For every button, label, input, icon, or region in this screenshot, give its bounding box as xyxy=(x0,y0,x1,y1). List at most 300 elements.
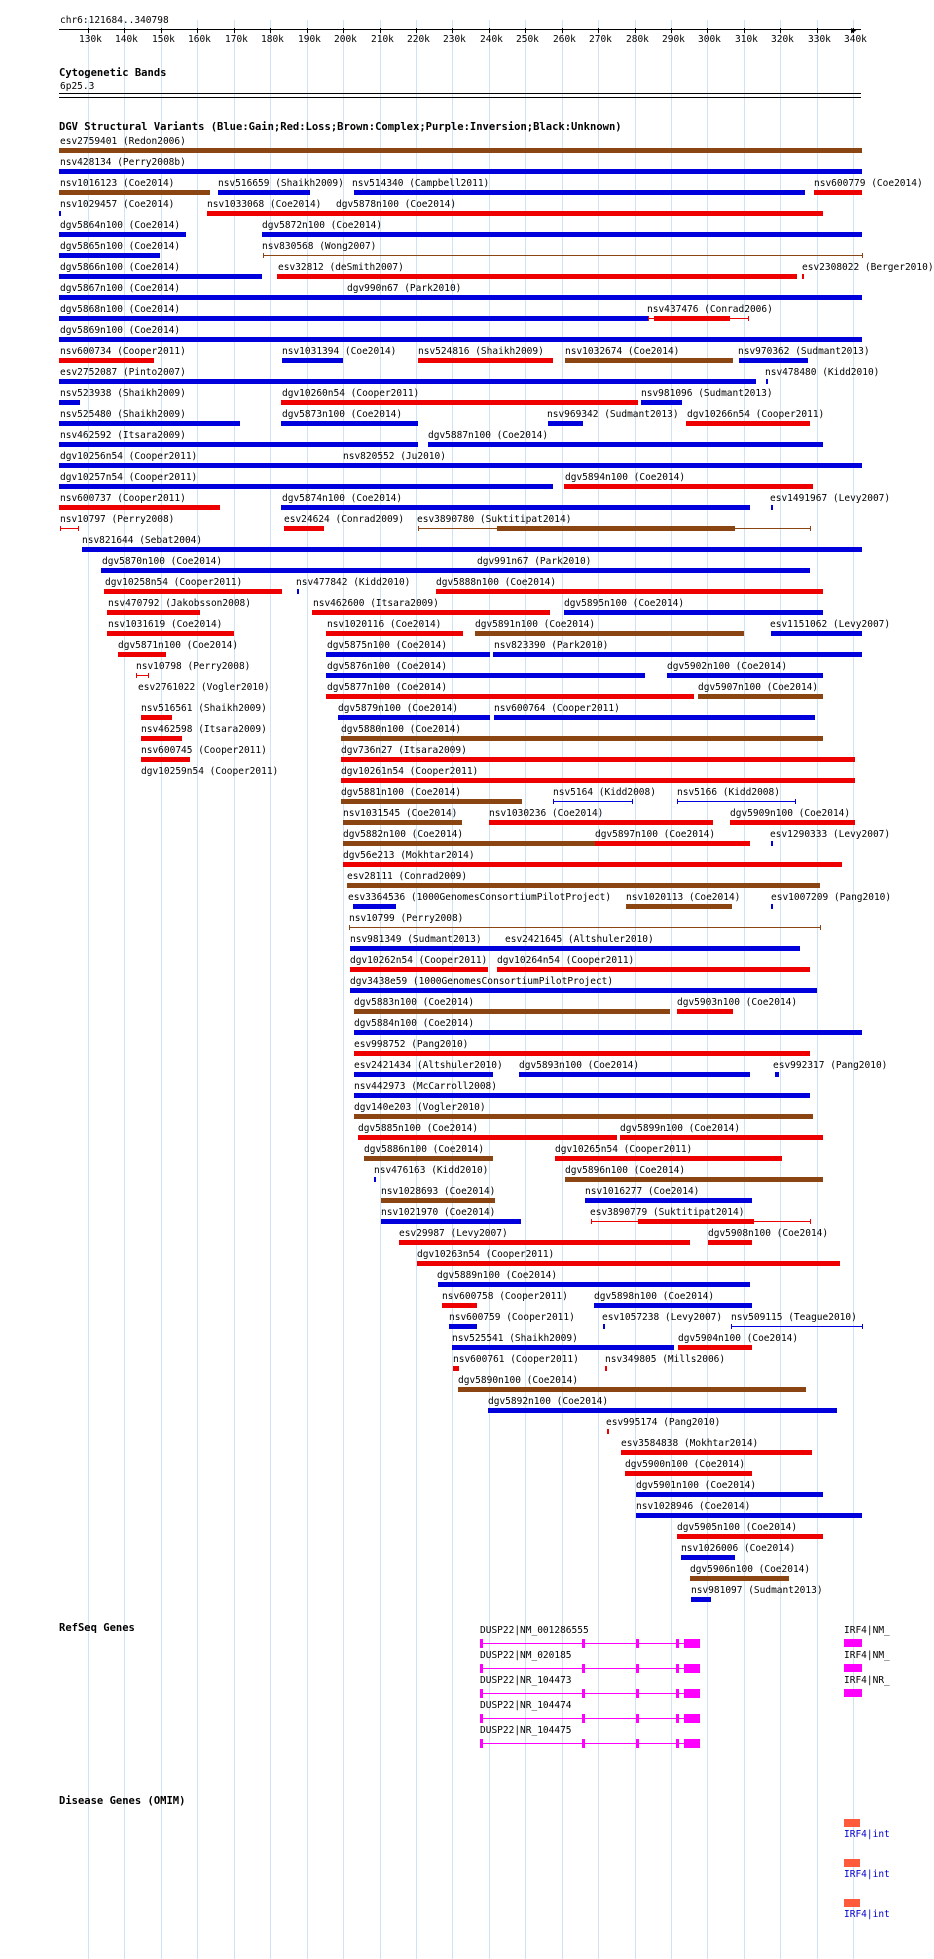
dgv-variant-label[interactable]: nsv823390 (Park2010) xyxy=(494,640,609,651)
dgv-variant-label[interactable]: dgv5895n100 (Coe2014) xyxy=(564,598,685,609)
dgv-variant-label[interactable]: dgv5901n100 (Coe2014) xyxy=(636,1480,757,1491)
ruler-tick xyxy=(88,28,89,33)
ruler-tick xyxy=(234,28,235,33)
dgv-variant-label[interactable]: dgv990n67 (Park2010) xyxy=(347,283,462,294)
dgv-variant-label[interactable]: nsv981096 (Sudmant2013) xyxy=(641,388,773,399)
dgv-variant-label[interactable]: nsv600759 (Cooper2011) xyxy=(449,1312,575,1323)
dgv-variant-span-line xyxy=(553,801,632,802)
dgv-variant-label[interactable]: esv3584838 (Mokhtar2014) xyxy=(621,1438,759,1449)
dgv-variant-bar xyxy=(336,211,823,216)
dgv-variant-label[interactable]: dgv5866n100 (Coe2014) xyxy=(60,262,181,273)
dgv-variant-label[interactable]: dgv10266n54 (Cooper2011) xyxy=(687,409,825,420)
dgv-variant-bar xyxy=(708,1240,752,1245)
dgv-variant-bar xyxy=(284,526,324,531)
gene-intron-line xyxy=(480,1643,698,1644)
dgv-variant-label[interactable]: esv1007209 (Pang2010) xyxy=(771,892,892,903)
dgv-variant-bar xyxy=(771,841,773,846)
dgv-variant-span-line xyxy=(349,927,820,928)
dgv-variant-label[interactable]: dgv5891n100 (Coe2014) xyxy=(475,619,596,630)
dgv-variant-label[interactable]: esv2759401 (Redon2006) xyxy=(60,136,186,147)
dgv-variant-label[interactable]: dgv10265n54 (Cooper2011) xyxy=(555,1144,693,1155)
gene-exon xyxy=(480,1714,483,1723)
dgv-variant-label[interactable]: nsv600758 (Cooper2011) xyxy=(442,1291,568,1302)
ruler-tick xyxy=(635,28,636,33)
dgv-variant-label[interactable]: nsv1028946 (Coe2014) xyxy=(636,1501,751,1512)
dgv-variant-bar xyxy=(59,442,418,447)
dgv-variant-span-end xyxy=(795,799,796,804)
dgv-variant-bar xyxy=(626,904,732,909)
dgv-variant-label[interactable]: nsv5164 (Kidd2008) xyxy=(553,787,656,798)
dgv-variant-label[interactable]: dgv5871n100 (Coe2014) xyxy=(118,640,239,651)
dgv-variant-bar xyxy=(354,190,805,195)
dgv-variant-label[interactable]: esv2752087 (Pinto2007) xyxy=(60,367,186,378)
dgv-variant-bar xyxy=(489,820,713,825)
dgv-variant-bar xyxy=(341,799,522,804)
dgv-variant-label[interactable]: nsv1016123 (Coe2014) xyxy=(60,178,175,189)
omim-gene-link[interactable]: IRF4|int xyxy=(844,1909,890,1920)
dgv-variant-bar xyxy=(354,1114,813,1119)
refseq-gene-label[interactable]: DUSP22|NM_001286555 xyxy=(480,1625,589,1636)
dgv-variant-label[interactable]: dgv5876n100 (Coe2014) xyxy=(327,661,448,672)
dgv-variant-bar xyxy=(59,274,262,279)
cytoband-line-top xyxy=(59,93,861,94)
dgv-variant-label[interactable]: dgv10264n54 (Cooper2011) xyxy=(497,955,635,966)
dgv-variant-bar xyxy=(59,358,154,363)
dgv-variant-bar xyxy=(548,421,583,426)
refseq-gene-label[interactable]: DUSP22|NR_104475 xyxy=(480,1725,572,1736)
dgv-variant-label[interactable]: dgv5898n100 (Coe2014) xyxy=(594,1291,715,1302)
dgv-variant-bar xyxy=(802,274,804,279)
dgv-variant-label[interactable]: nsv10799 (Perry2008) xyxy=(349,913,464,924)
dgv-variant-label[interactable]: dgv5874n100 (Coe2014) xyxy=(282,493,403,504)
dgv-variant-bar xyxy=(354,1093,810,1098)
dgv-variant-label[interactable]: dgv5864n100 (Coe2014) xyxy=(60,220,181,231)
dgv-variant-bar xyxy=(428,442,823,447)
ruler-tick xyxy=(197,28,198,33)
dgv-variant-bar xyxy=(59,400,80,405)
ruler-tick xyxy=(780,28,781,33)
dgv-variant-span-line xyxy=(648,318,748,319)
ruler-tick xyxy=(343,28,344,33)
dgv-variant-bar xyxy=(343,841,595,846)
dgv-variant-label[interactable]: dgv10256n54 (Cooper2011) xyxy=(60,451,198,462)
gene-exon xyxy=(582,1714,585,1723)
dgv-variant-span-line xyxy=(263,255,862,256)
dgv-variant-label[interactable]: dgv5875n100 (Coe2014) xyxy=(327,640,448,651)
dgv-variant-label[interactable]: nsv821644 (Sebat2004) xyxy=(82,535,203,546)
gene-exon xyxy=(684,1664,700,1673)
dgv-variant-label[interactable]: dgv10257n54 (Cooper2011) xyxy=(60,472,198,483)
dgv-variant-label[interactable]: nsv600779 (Coe2014) xyxy=(814,178,923,189)
dgv-variant-bar xyxy=(354,1030,862,1035)
dgv-variant-bar xyxy=(341,736,823,741)
dgv-variant-span-end xyxy=(591,1219,592,1224)
dgv-variant-label[interactable]: nsv516561 (Shaikh2009) xyxy=(141,703,267,714)
refseq-gene-label[interactable]: IRF4|NM_ xyxy=(844,1625,890,1636)
dgv-variant-label[interactable]: dgv5888n100 (Coe2014) xyxy=(436,577,557,588)
dgv-variant-label[interactable]: dgv5873n100 (Coe2014) xyxy=(282,409,403,420)
dgv-variant-bar xyxy=(141,715,172,720)
gene-intron-line xyxy=(480,1718,698,1719)
dgv-variant-label[interactable]: esv2421645 (Altshuler2010) xyxy=(505,934,654,945)
ruler-tick-label: 260k xyxy=(553,34,576,45)
dgv-variant-bar xyxy=(641,400,682,405)
dgv-variant-label[interactable]: dgv5878n100 (Coe2014) xyxy=(336,199,457,210)
cytoband-label: 6p25.3 xyxy=(60,81,95,92)
gene-exon xyxy=(636,1664,639,1673)
dgv-variant-bar xyxy=(107,631,234,636)
dgv-variant-label[interactable]: nsv514340 (Campbell2011) xyxy=(352,178,490,189)
dgv-variant-bar xyxy=(353,904,396,909)
dgv-variant-label[interactable]: nsv524816 (Shaikh2009) xyxy=(418,346,544,357)
dgv-variant-label[interactable]: esv2421434 (Altshuler2010) xyxy=(354,1060,503,1071)
dgv-variant-label[interactable]: dgv10258n54 (Cooper2011) xyxy=(105,577,243,588)
dgv-variant-label[interactable]: nsv981097 (Sudmant2013) xyxy=(691,1585,823,1596)
gene-exon xyxy=(844,1639,862,1647)
dgv-variant-bar xyxy=(59,463,862,468)
omim-marker xyxy=(844,1899,860,1907)
dgv-variant-label[interactable]: dgv5884n100 (Coe2014) xyxy=(354,1018,475,1029)
dgv-variant-bar xyxy=(326,694,694,699)
omim-marker xyxy=(844,1859,860,1867)
dgv-variant-bar xyxy=(497,967,810,972)
ruler-tick-label: 310k xyxy=(735,34,758,45)
refseq-gene-label[interactable]: IRF4|NM_ xyxy=(844,1650,890,1661)
dgv-variant-label[interactable]: dgv5865n100 (Coe2014) xyxy=(60,241,181,252)
dgv-variant-bar xyxy=(565,1177,823,1182)
dgv-variant-label[interactable]: dgv5883n100 (Coe2014) xyxy=(354,997,475,1008)
dgv-variant-bar xyxy=(59,148,862,153)
dgv-variant-label[interactable]: dgv5909n100 (Coe2014) xyxy=(730,808,851,819)
dgv-variant-bar xyxy=(381,1219,521,1224)
dgv-variant-label[interactable]: dgv5893n100 (Coe2014) xyxy=(519,1060,640,1071)
dgv-variant-bar xyxy=(686,421,810,426)
dgv-variant-label[interactable]: nsv509115 (Teague2010) xyxy=(731,1312,857,1323)
dgv-variant-label[interactable]: dgv5870n100 (Coe2014) xyxy=(102,556,223,567)
dgv-variant-label[interactable]: nsv600761 (Cooper2011) xyxy=(453,1354,579,1365)
dgv-variant-label[interactable]: dgv5886n100 (Coe2014) xyxy=(364,1144,485,1155)
dgv-variant-label[interactable]: nsv462592 (Itsara2009) xyxy=(60,430,186,441)
gene-exon xyxy=(582,1639,585,1648)
dgv-variant-label[interactable]: dgv5907n100 (Coe2014) xyxy=(698,682,819,693)
refseq-gene-label[interactable]: IRF4|NR_ xyxy=(844,1675,890,1686)
dgv-variant-label[interactable]: nsv10798 (Perry2008) xyxy=(136,661,251,672)
dgv-variant-bar xyxy=(681,1555,735,1560)
ruler-tick-label: 220k xyxy=(407,34,430,45)
dgv-variant-bar xyxy=(595,841,750,846)
dgv-variant-label[interactable]: nsv1016277 (Coe2014) xyxy=(585,1186,700,1197)
dgv-variant-bar xyxy=(565,358,733,363)
dgv-variant-label[interactable]: nsv516659 (Shaikh2009) xyxy=(218,178,344,189)
dgv-variant-bar xyxy=(347,883,820,888)
dgv-variant-label[interactable]: nsv477842 (Kidd2010) xyxy=(296,577,411,588)
dgv-variant-label[interactable]: esv29987 (Levy2007) xyxy=(399,1228,508,1239)
ruler-tick xyxy=(416,28,417,33)
dgv-variant-label[interactable]: esv32812 (deSmith2007) xyxy=(278,262,404,273)
dgv-variant-label[interactable]: dgv5906n100 (Coe2014) xyxy=(690,1564,811,1575)
omim-gene-link[interactable]: IRF4|int xyxy=(844,1829,890,1840)
dgv-variant-label[interactable]: nsv10797 (Perry2008) xyxy=(60,514,175,525)
dgv-variant-span-end xyxy=(677,799,678,804)
dgv-variant-bar xyxy=(141,757,190,762)
dgv-variant-label[interactable]: nsv600745 (Cooper2011) xyxy=(141,745,267,756)
dgv-variant-label[interactable]: dgv5900n100 (Coe2014) xyxy=(625,1459,746,1470)
coordinates-label: chr6:121684..340798 xyxy=(60,15,169,26)
ruler-tick xyxy=(161,28,162,33)
dgv-variant-label[interactable]: dgv5881n100 (Coe2014) xyxy=(341,787,462,798)
dgv-variant-label[interactable]: nsv1031394 (Coe2014) xyxy=(282,346,397,357)
dgv-variant-label[interactable]: nsv1031545 (Coe2014) xyxy=(343,808,458,819)
dgv-variant-label[interactable]: nsv970362 (Sudmant2013) xyxy=(738,346,870,357)
dgv-variant-label[interactable]: dgv5902n100 (Coe2014) xyxy=(667,661,788,672)
dgv-variant-bar xyxy=(475,631,744,636)
dgv-variant-label[interactable]: esv1491967 (Levy2007) xyxy=(770,493,891,504)
dgv-variant-label[interactable]: nsv442973 (McCarroll2008) xyxy=(354,1081,497,1092)
dgv-variant-label[interactable]: dgv991n67 (Park2010) xyxy=(477,556,592,567)
dgv-variant-label[interactable]: dgv140e203 (Vogler2010) xyxy=(354,1102,486,1113)
dgv-variant-label[interactable]: dgv10261n54 (Cooper2011) xyxy=(341,766,479,777)
dgv-variant-label[interactable]: nsv1031619 (Coe2014) xyxy=(108,619,223,630)
dgv-variant-label[interactable]: esv2308022 (Berger2010) xyxy=(802,262,934,273)
dgv-variant-bar xyxy=(350,988,817,993)
dgv-variant-bar xyxy=(350,946,800,951)
ruler-tick xyxy=(598,28,599,33)
dgv-variant-bar xyxy=(771,631,862,636)
dgv-variant-label[interactable]: nsv437476 (Conrad2006) xyxy=(647,304,773,315)
refseq-gene-label[interactable]: DUSP22|NR_104474 xyxy=(480,1700,572,1711)
ruler-tick xyxy=(707,28,708,33)
cytoband-track-title: Cytogenetic Bands xyxy=(59,67,167,79)
dgv-variant-label[interactable]: dgv5890n100 (Coe2014) xyxy=(458,1375,579,1386)
dgv-variant-label[interactable]: esv3890779 (Suktitipat2014) xyxy=(590,1207,745,1218)
dgv-variant-bar xyxy=(594,1303,752,1308)
dgv-variant-span-end xyxy=(810,1219,811,1224)
dgv-variant-label[interactable]: dgv5880n100 (Coe2014) xyxy=(341,724,462,735)
dgv-variant-label[interactable]: dgv5867n100 (Coe2014) xyxy=(60,283,181,294)
dgv-variant-bar xyxy=(107,610,200,615)
dgv-variant-bar xyxy=(771,505,773,510)
dgv-variant-label[interactable]: dgv5887n100 (Coe2014) xyxy=(428,430,549,441)
dgv-variant-label[interactable]: dgv10263n54 (Cooper2011) xyxy=(417,1249,555,1260)
dgv-variant-label[interactable]: dgv5869n100 (Coe2014) xyxy=(60,325,181,336)
dgv-variant-label[interactable]: nsv1026006 (Coe2014) xyxy=(681,1543,796,1554)
gene-exon xyxy=(676,1639,679,1648)
dgv-variant-label[interactable]: dgv736n27 (Itsara2009) xyxy=(341,745,467,756)
dgv-variant-label[interactable]: dgv5889n100 (Coe2014) xyxy=(437,1270,558,1281)
dgv-variant-label[interactable]: dgv5872n100 (Coe2014) xyxy=(262,220,383,231)
ruler-tick-label: 180k xyxy=(261,34,284,45)
dgv-variant-span-end xyxy=(731,1324,732,1329)
dgv-variant-bar xyxy=(625,1471,752,1476)
dgv-variant-label[interactable]: esv995174 (Pang2010) xyxy=(606,1417,721,1428)
dgv-variant-label[interactable]: nsv470792 (Jakobsson2008) xyxy=(108,598,251,609)
gene-exon xyxy=(582,1664,585,1673)
gene-intron-line xyxy=(480,1693,698,1694)
dgv-variant-span-line xyxy=(136,675,148,676)
dgv-variant-span-end xyxy=(78,526,79,531)
dgv-variant-label[interactable]: nsv1020116 (Coe2014) xyxy=(327,619,442,630)
dgv-variant-label[interactable]: esv992317 (Pang2010) xyxy=(773,1060,888,1071)
gene-exon xyxy=(684,1739,700,1748)
dgv-variant-span-end xyxy=(418,526,419,531)
gene-exon xyxy=(684,1689,700,1698)
dgv-variant-bar xyxy=(449,1324,477,1329)
dgv-variant-label[interactable]: dgv5882n100 (Coe2014) xyxy=(343,829,464,840)
dgv-variant-label[interactable]: dgv5899n100 (Coe2014) xyxy=(620,1123,741,1134)
dgv-variant-bar xyxy=(338,715,490,720)
dgv-variant-label[interactable]: dgv3438e59 (1000GenomesConsortiumPilotProject) xyxy=(350,976,614,987)
omim-gene-link[interactable]: IRF4|int xyxy=(844,1869,890,1880)
grid-line xyxy=(197,20,198,1959)
dgv-variant-label[interactable]: dgv5877n100 (Coe2014) xyxy=(327,682,448,693)
dgv-variant-label[interactable]: dgv56e213 (Mokhtar2014) xyxy=(343,850,475,861)
dgv-variant-label[interactable]: dgv5905n100 (Coe2014) xyxy=(677,1522,798,1533)
gene-exon xyxy=(676,1664,679,1673)
dgv-variant-label[interactable]: dgv10262n54 (Cooper2011) xyxy=(350,955,488,966)
dgv-variant-bar xyxy=(493,652,862,657)
dgv-variant-bar xyxy=(343,862,842,867)
dgv-variant-bar xyxy=(677,1534,823,1539)
dgv-variant-label[interactable]: nsv462598 (Itsara2009) xyxy=(141,724,267,735)
refseq-gene-label[interactable]: DUSP22|NR_104473 xyxy=(480,1675,572,1686)
dgv-variant-bar xyxy=(636,1492,823,1497)
dgv-variant-bar xyxy=(326,631,463,636)
ruler-arrow-icon: ▶ xyxy=(851,26,857,36)
dgv-variant-label[interactable]: nsv476163 (Kidd2010) xyxy=(374,1165,489,1176)
ruler-tick-label: 300k xyxy=(698,34,721,45)
gene-exon xyxy=(480,1639,483,1648)
dgv-variant-label[interactable]: nsv981349 (Sudmant2013) xyxy=(350,934,482,945)
ruler-tick-label: 320k xyxy=(771,34,794,45)
gene-intron-line xyxy=(480,1668,698,1669)
dgv-variant-bar xyxy=(452,1345,674,1350)
ruler-tick-label: 140k xyxy=(115,34,138,45)
dgv-variant-label[interactable]: esv1057238 (Levy2007) xyxy=(602,1312,723,1323)
dgv-variant-bar xyxy=(104,589,282,594)
dgv-variant-label[interactable]: dgv5897n100 (Coe2014) xyxy=(595,829,716,840)
gene-exon xyxy=(844,1689,862,1697)
dgv-variant-bar xyxy=(59,505,220,510)
dgv-variant-label[interactable]: nsv462600 (Itsara2009) xyxy=(313,598,439,609)
dgv-variant-label[interactable]: dgv10259n54 (Cooper2011) xyxy=(141,766,279,777)
dgv-variant-bar xyxy=(218,190,310,195)
dgv-variant-label[interactable]: esv24624 (Conrad2009) xyxy=(284,514,405,525)
ruler-tick xyxy=(525,28,526,33)
dgv-variant-label[interactable]: esv28111 (Conrad2009) xyxy=(347,871,468,882)
dgv-variant-span-end xyxy=(810,526,811,531)
dgv-variant-label[interactable]: dgv5908n100 (Coe2014) xyxy=(708,1228,829,1239)
dgv-variant-bar xyxy=(354,1009,670,1014)
dgv-variant-bar xyxy=(59,421,240,426)
refseq-gene-label[interactable]: DUSP22|NM_020185 xyxy=(480,1650,572,1661)
dgv-variant-bar xyxy=(418,358,553,363)
dgv-variant-label[interactable]: esv1290333 (Levy2007) xyxy=(770,829,891,840)
omim-marker xyxy=(844,1819,860,1827)
gene-exon xyxy=(582,1689,585,1698)
dgv-variant-label[interactable]: esv1151062 (Levy2007) xyxy=(770,619,891,630)
dgv-variant-label[interactable]: nsv969342 (Sudmant2013) xyxy=(547,409,679,420)
dgv-variant-bar xyxy=(281,505,750,510)
ruler-tick-label: 210k xyxy=(371,34,394,45)
dgv-variant-label[interactable]: nsv1020113 (Coe2014) xyxy=(626,892,741,903)
dgv-variant-label[interactable]: esv3364536 (1000GenomesConsortiumPilotProject) xyxy=(348,892,612,903)
ruler-tick-label: 200k xyxy=(334,34,357,45)
dgv-variant-label[interactable]: dgv5879n100 (Coe2014) xyxy=(338,703,459,714)
gene-exon xyxy=(676,1714,679,1723)
dgv-variant-label[interactable]: dgv5896n100 (Coe2014) xyxy=(565,1165,686,1176)
dgv-variant-label[interactable]: dgv5904n100 (Coe2014) xyxy=(678,1333,799,1344)
grid-line xyxy=(307,20,308,1959)
grid-line xyxy=(817,20,818,1959)
dgv-variant-span-end xyxy=(60,526,61,531)
dgv-variant-label[interactable]: nsv600764 (Cooper2011) xyxy=(494,703,620,714)
dgv-variant-label[interactable]: nsv830568 (Wong2007) xyxy=(262,241,377,252)
dgv-variant-bar xyxy=(698,694,823,699)
dgv-variant-bar xyxy=(277,274,797,279)
dgv-variant-label[interactable]: esv2761022 (Vogler2010) xyxy=(138,682,270,693)
cytoband-line-bottom xyxy=(59,97,861,98)
dgv-variant-bar xyxy=(555,1156,782,1161)
dgv-variant-bar xyxy=(607,1429,609,1434)
dgv-variant-label[interactable]: nsv1030236 (Coe2014) xyxy=(489,808,604,819)
dgv-variant-label[interactable]: nsv428134 (Perry2008b) xyxy=(60,157,186,168)
dgv-variant-label[interactable]: dgv5885n100 (Coe2014) xyxy=(358,1123,479,1134)
refseq-track-title: RefSeq Genes xyxy=(59,1622,135,1634)
dgv-variant-label[interactable]: dgv10260n54 (Cooper2011) xyxy=(282,388,420,399)
dgv-variant-label[interactable]: dgv5868n100 (Coe2014) xyxy=(60,304,181,315)
dgv-variant-label[interactable]: nsv1033068 (Coe2014) xyxy=(207,199,322,210)
dgv-variant-label[interactable]: nsv600737 (Cooper2011) xyxy=(60,493,186,504)
gene-exon xyxy=(844,1664,862,1672)
ruler-tick xyxy=(489,28,490,33)
dgv-variant-label[interactable]: nsv525480 (Shaikh2009) xyxy=(60,409,186,420)
dgv-variant-bar xyxy=(326,673,645,678)
dgv-variant-label[interactable]: nsv525541 (Shaikh2009) xyxy=(452,1333,578,1344)
dgv-variant-bar xyxy=(59,316,648,321)
ruler-tick-label: 330k xyxy=(808,34,831,45)
dgv-variant-bar xyxy=(677,1009,733,1014)
dgv-track-title: DGV Structural Variants (Blue:Gain;Red:Loss;Brown:Complex;Purple:Inversion;Black:Unknown) xyxy=(59,121,622,133)
dgv-variant-bar xyxy=(678,1345,752,1350)
dgv-variant-label[interactable]: nsv1029457 (Coe2014) xyxy=(60,199,175,210)
dgv-variant-bar xyxy=(341,778,855,783)
dgv-variant-label[interactable]: nsv1032674 (Coe2014) xyxy=(565,346,680,357)
dgv-variant-bar xyxy=(638,1219,754,1224)
dgv-variant-bar xyxy=(814,190,862,195)
dgv-variant-bar xyxy=(399,1240,690,1245)
dgv-variant-label[interactable]: dgv5894n100 (Coe2014) xyxy=(565,472,686,483)
gene-exon xyxy=(636,1689,639,1698)
dgv-variant-label[interactable]: esv3890780 (Suktitipat2014) xyxy=(417,514,572,525)
dgv-variant-bar xyxy=(59,253,160,258)
dgv-variant-bar xyxy=(341,757,855,762)
dgv-variant-label[interactable]: nsv1021970 (Coe2014) xyxy=(381,1207,496,1218)
dgv-variant-label[interactable]: nsv478480 (Kidd2010) xyxy=(765,367,880,378)
dgv-variant-bar xyxy=(691,1597,711,1602)
dgv-variant-label[interactable]: nsv1028693 (Coe2014) xyxy=(381,1186,496,1197)
dgv-variant-span-end xyxy=(632,799,633,804)
dgv-variant-span-line xyxy=(677,801,795,802)
dgv-variant-label[interactable]: nsv523938 (Shaikh2009) xyxy=(60,388,186,399)
dgv-variant-label[interactable]: dgv5892n100 (Coe2014) xyxy=(488,1396,609,1407)
dgv-variant-label[interactable]: nsv600734 (Cooper2011) xyxy=(60,346,186,357)
dgv-variant-label[interactable]: esv998752 (Pang2010) xyxy=(354,1039,469,1050)
dgv-variant-label[interactable]: dgv5903n100 (Coe2014) xyxy=(677,997,798,1008)
ruler-axis xyxy=(59,29,861,30)
dgv-variant-label[interactable]: nsv820552 (Ju2010) xyxy=(343,451,446,462)
dgv-variant-label[interactable]: nsv5166 (Kidd2008) xyxy=(677,787,780,798)
dgv-variant-label[interactable]: nsv349805 (Mills2006) xyxy=(605,1354,726,1365)
